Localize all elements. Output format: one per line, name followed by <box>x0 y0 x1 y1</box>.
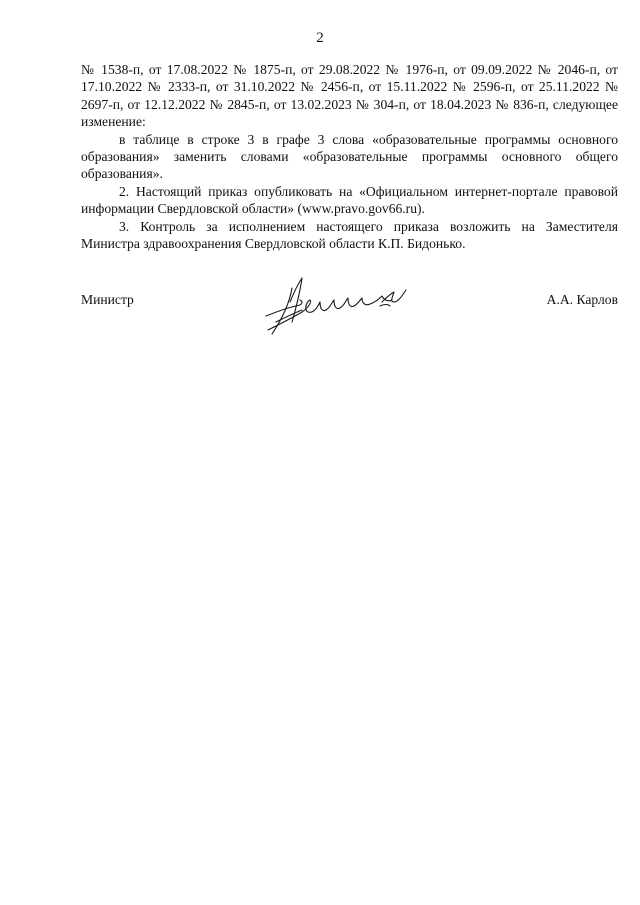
handwritten-signature <box>262 272 412 344</box>
paragraph-continuation: № 1538-п, от 17.08.2022 № 1875-п, от 29.08.2022 № 1976-п, от 09.09.2022 № 2046-п, от 17.10.2022 № 2333-п, от 31.10.2022 № 2456-п, от 15.11.2022 № 2596-п, от 25.11.2022 № 2697-п, от 12.12.2022 № 2845-п, от 13.02.2023 № 304-п, от 18.04.2023 № 836-п, следующее изменение: <box>81 62 618 130</box>
page-number: 2 <box>316 30 324 46</box>
paragraph-publication: 2. Настоящий приказ опубликовать на «Официальном интернет-портале правовой информации Свердловской области» (www.pravo.gov66.ru). <box>81 183 618 217</box>
signatory-position: Министр <box>81 292 134 307</box>
document-body <box>81 61 618 252</box>
signatory-name: А.А. Карлов <box>546 292 618 307</box>
paragraph-amendment: в таблице в строке 3 в графе 3 слова «образовательные программы основного образования» заменить словами «образовательные программы основного общего образования». <box>81 131 618 182</box>
paragraph-control: 3. Контроль за исполнением настоящего приказа возложить на Заместителя Министра здравоохранения Свердловской области К.П. Бидонько. <box>81 218 618 252</box>
